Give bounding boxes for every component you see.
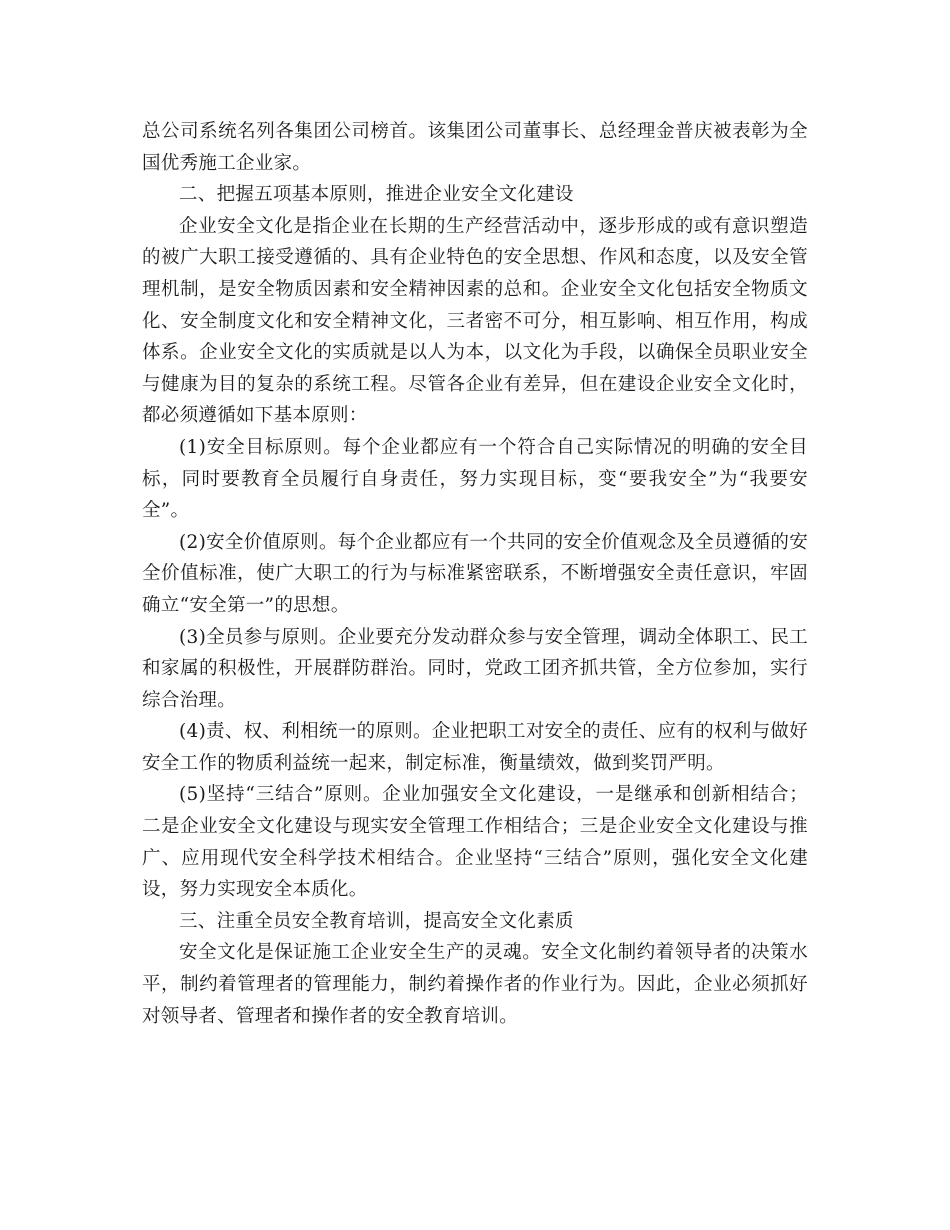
principle-3: (3)全员参与原则。企业要充分发动群众参与安全管理，调动全体职工、民工和家属的积极性，开展群防群治。同时，党政工团齐抓共管，全方位参加，实行综合治理。 <box>142 626 808 711</box>
principle-5: (5)坚持“三结合”原则。企业加强安全文化建设，一是继承和创新相结合；二是企业安全文化建设与现实安全管理工作相结合；三是企业安全文化建设与推广、应用现代安全科学技术相结合。企业坚持“三结合”原则，强化安全文化建设，努力实现安全本质化。 <box>142 784 808 901</box>
section-heading-2: 二、把握五项基本原则，推进企业安全文化建设 <box>179 184 574 206</box>
paragraph-education-training: 安全文化是保证施工企业安全生产的灵魂。安全文化制约着领导者的决策水平，制约着管理者的管理能力，制约着操作者的作业行为。因此，企业必须抓好对领导者、管理者和操作者的安全教育培训。 <box>142 942 808 1027</box>
principle-1: (1)安全目标原则。每个企业都应有一个符合自己实际情况的明确的安全目标，同时要教育全员履行自身责任，努力实现目标，变“要我安全”为“我要安全”。 <box>142 436 808 522</box>
document-body <box>142 116 808 1032</box>
paragraph-continuation: 总公司系统名列各集团公司榜首。该集团公司董事长、总经理金普庆被表彰为全国优秀施工企业家。 <box>142 121 808 174</box>
principle-4: (4)责、权、利相统一的原则。企业把职工对安全的责任、应有的权利与做好安全工作的物质利益统一起来，制定标准，衡量绩效，做到奖罚严明。 <box>142 721 808 774</box>
section-heading-3: 三、注重全员安全教育培训，提高安全文化素质 <box>179 910 574 932</box>
paragraph-safety-culture-definition: 企业安全文化是指企业在长期的生产经营活动中，逐步形成的或有意识塑造的被广大职工接受遵循的、具有企业特色的安全思想、作风和态度，以及安全管理机制，是安全物质因素和安全精神因素的总和。企业安全文化包括安全物质文化、安全制度文化和安全精神文化，三者密不可分，相互影响、相互作用，构成体系。企业安全文化的实质就是以人为本，以文化为手段，以确保全员职业安全与健康为目的复杂的系统工程。尽管各企业有差异，但在建设企业安全文化时，都必须遵循如下基本原则： <box>142 215 808 427</box>
principle-2: (2)安全价值原则。每个企业都应有一个共同的安全价值观念及全员遵循的安全价值标准，使广大职工的行为与标准紧密联系，不断增强安全责任意识，牢固确立“安全第一”的思想。 <box>142 531 808 616</box>
